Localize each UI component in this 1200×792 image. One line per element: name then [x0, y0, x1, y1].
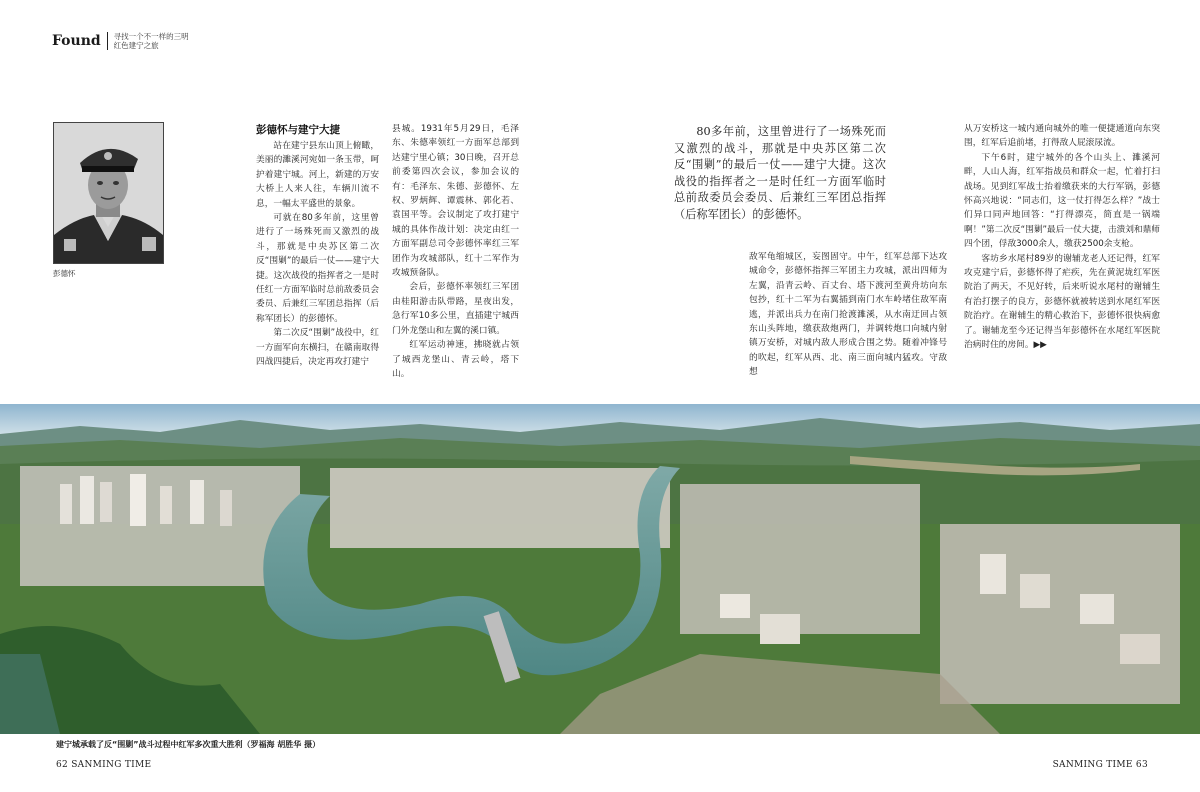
end-mark-icon: ▶▶: [1033, 340, 1047, 351]
pull-quote: [674, 124, 886, 224]
article-column-2: [392, 122, 519, 381]
paragraph: [964, 252, 1160, 353]
article-column-1: [256, 122, 379, 370]
paragraph: 可就在80多年前，这里曾进行了一场殊死而又激烈的战斗，那就是中央苏区第二次反“围剿”的最后一仗——建宁大捷。这次战役的指挥者之一是时任红一方面军临时总前敌委员会委员、后兼红三军团总指挥（后称军团长）的彭德怀。: [256, 213, 379, 324]
paragraph: 红军运动神速，拂晓就占领了城西龙堡山、青云岭，塔下山。: [392, 340, 519, 379]
paragraph: 站在建宁县东山顶上俯瞰，美丽的濉溪河宛如一条玉带，呵护着建宁城。河上，新建的万安大桥上人来人往，车辆川流不息，一幅太平盛世的景象。: [256, 141, 379, 209]
paragraph-text: 客坊乡水尾村89岁的谢辅龙老人还记得，红军攻克建宁后，彭德怀得了疟疾，先在黄泥垅红军医院治了两天，不见好转，后来听说水尾村的谢辅生有治打摆子的良方，彭德怀就被转送到水尾红军医院治疗。在谢辅生的精心救治下，彭德怀很快病愈了。谢辅龙至今还记得当年彭德怀在水尾红军医院治病时住的房间。: [964, 253, 1160, 351]
paragraph: 县城。1931年5月29日，毛泽东、朱德率领红一方面军总部到达建宁里心镇；30日晚，召开总前委第四次会议，参加会议的有：毛泽东、朱德、彭德怀、左权、罗炳辉、谭震林、郭化若、袁国平等。会议制定了攻打建宁城的具体作战计划：决定由红一方面军副总司令彭德怀率红三军团作为攻城部队，红十二军作为攻城预备队。: [392, 124, 519, 279]
paragraph: 会后，彭德怀率领红三军团由桂阳游击队带路，星夜出发，急行军10多公里，直插建宁城西门外龙堡山和左翼的溪口镇。: [392, 282, 519, 336]
page-footer-left: 62 SANMING TIME: [56, 760, 152, 770]
pull-quote-text: 80多年前，这里曾进行了一场殊死而又激烈的战斗，那就是中央苏区第二次反“围剿”的最后一仗——建宁大捷。这次战役的指挥者之一是时任红一方面军临时总前敌委员会委员、后兼红三军团总指挥（后称军团长）的彭德怀。: [674, 125, 886, 221]
magazine-header: [52, 32, 189, 54]
panorama-illustration: [0, 404, 1200, 734]
portrait-illustration: [54, 123, 163, 263]
photo-caption: 建宁城承载了反“围剿”战斗过程中红军多次重大胜利（罗福海 胡胜华 摄）: [56, 740, 321, 749]
paragraph: 从万安桥这一城内通向城外的唯一便捷通道向东突围，红军后追前堵，打得敌人屁滚尿流。: [964, 124, 1160, 149]
article-title: 彭德怀与建宁大捷: [256, 124, 340, 136]
section-brand: Found: [52, 32, 108, 50]
article-column-4: [964, 122, 1160, 353]
paragraph: 第二次反“围剿”战役中，红一方面军向东横扫，在赣南取得四战四捷后，决定再攻打建宁: [256, 328, 379, 368]
portrait-photo: [53, 122, 164, 264]
article-column-3: [749, 250, 947, 380]
portrait-caption: 彭德怀: [53, 269, 76, 278]
paragraph: 敌军龟缩城区，妄图固守。中午，红军总部下达攻城命令，彭德怀指挥三军团主力攻城，派出四师为左翼，沿青云岭、百丈台、塔下渡河至黄舟坊向东包抄，红十二军为右翼插到南门水车岭堵住敌军南逃，并派出兵力在南门抢渡濉溪，从水南迂回占领东山头阵地，缴获敌炮两门，并调转炮口向城内射镇万安桥，对城内敌人形成合围之势。随着冲锋号的吹起，红军从西、北、南三面向城内猛攻。守敌想: [749, 252, 947, 378]
panorama-photo: [0, 404, 1200, 734]
page-footer-right: SANMING TIME 63: [1052, 760, 1148, 770]
section-tagline: 寻找一个不一样的三明 红色建宁之旅: [113, 32, 189, 50]
paragraph: 下午6时，建宁城外的各个山头上、濉溪河畔，人山人海，红军指战员和群众一起，忙着打扫战场。见到红军战士抬着缴获来的大行军锅，彭德怀高兴地说：“同志们，这一仗打得怎么样？”战士们异口同声地回答：“打得漂亮，简直是一锅端啊！”第二次反“围剿”最后一仗大捷，击溃刘和鼎师四个团，俘敌3000余人，缴获2500余支枪。: [964, 152, 1160, 250]
